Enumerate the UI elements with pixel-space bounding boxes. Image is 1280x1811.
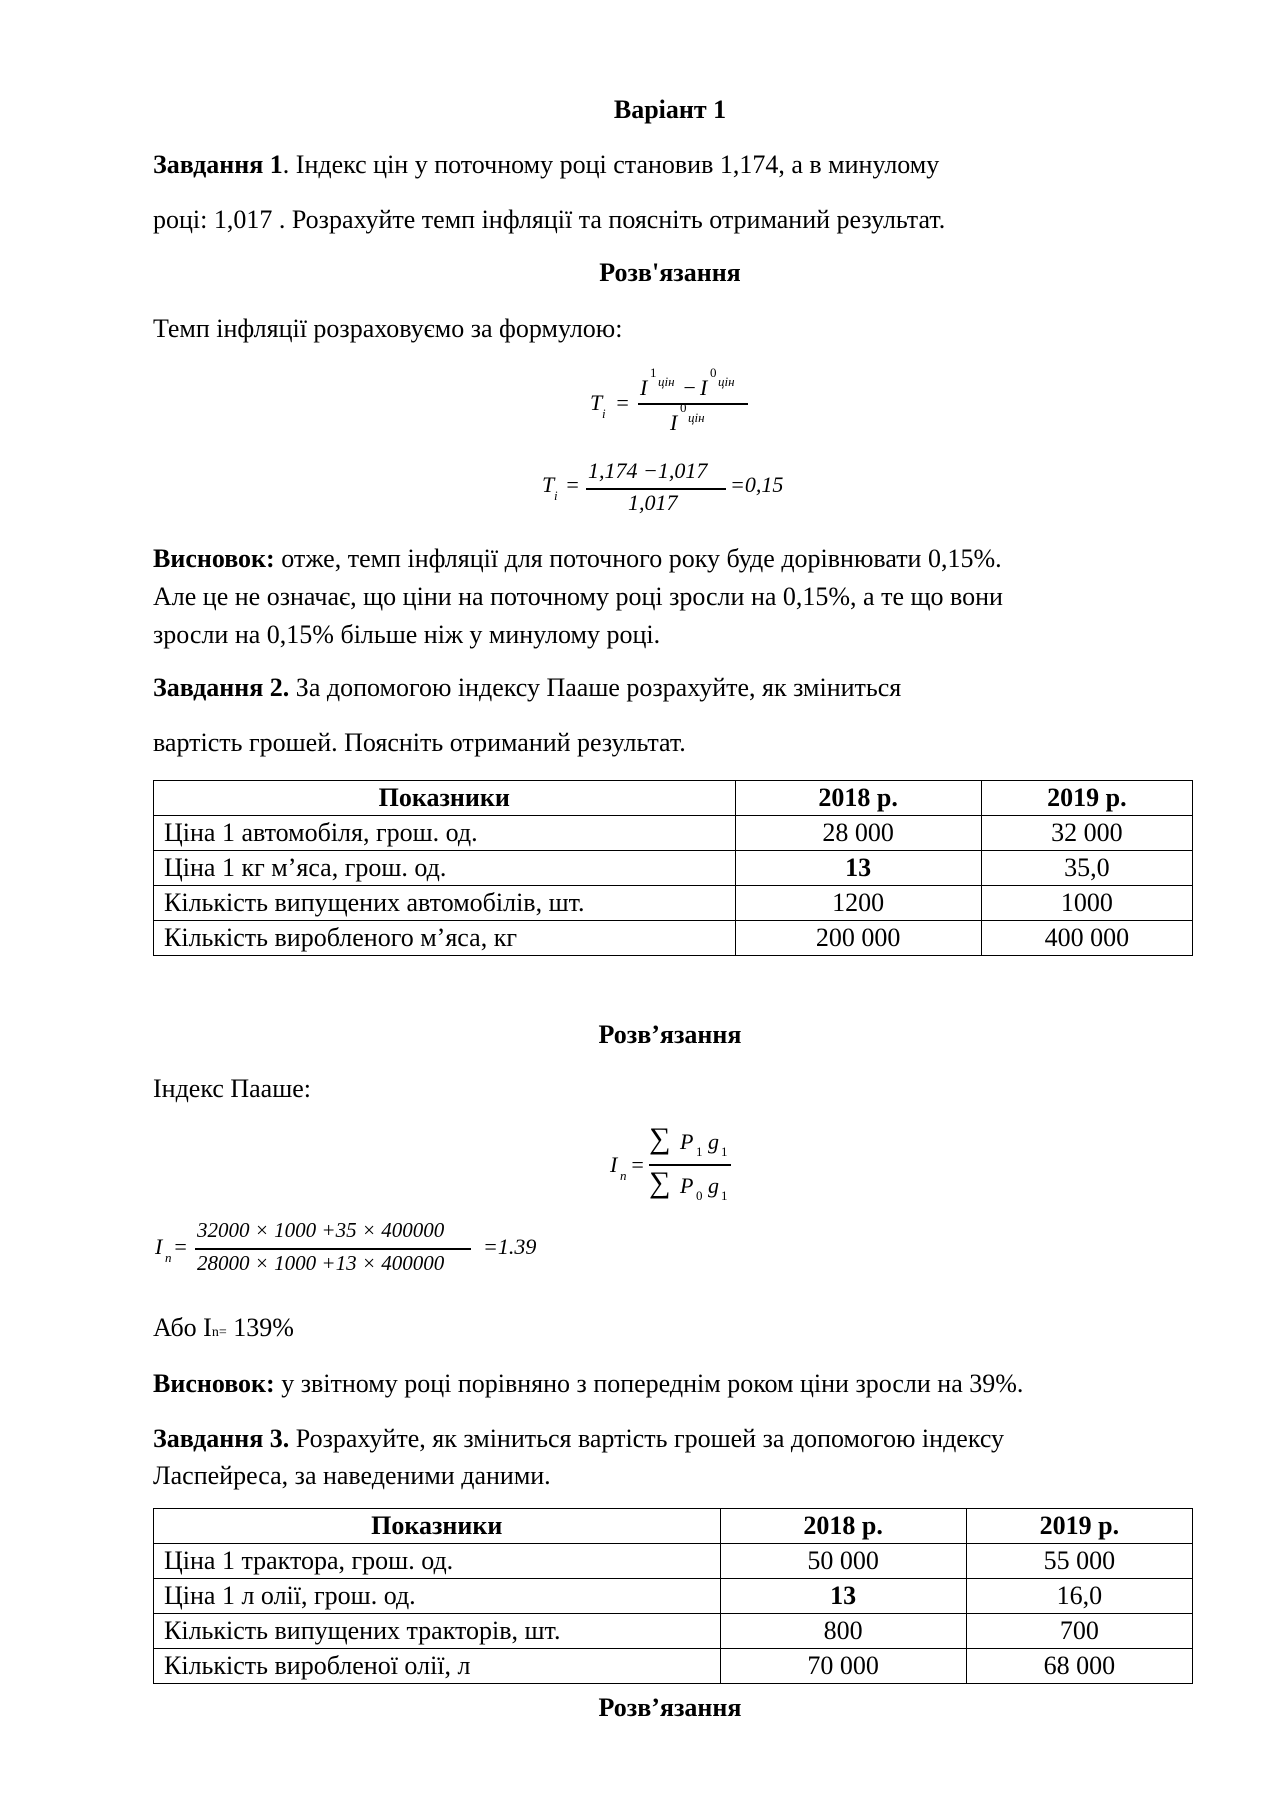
task1-line2: році: 1,017 . Розрахуйте темп інфляції та поясніть отриманий результат. xyxy=(153,205,946,234)
task1-conclusion-3: зросли на 0,15% більше ніж у минулому році. xyxy=(153,620,661,649)
task3-line1: Завдання 3. Розрахуйте, як зміниться вартість грошей за допомогою індексу xyxy=(153,1424,1005,1453)
task3-solution-heading: Розв’язання xyxy=(598,1693,742,1722)
table-row: Кількість випущених автомобілів, шт. 1200 1000 xyxy=(154,886,1193,921)
fraction-bar xyxy=(638,403,748,405)
inflation-formula: T i = I 1 цін − I 0 цін I 0 цін xyxy=(580,360,780,440)
table-row: Кількість виробленої олії, л 70 000 68 000 xyxy=(154,1649,1193,1684)
task2-or-line: Або In= 139% xyxy=(153,1313,294,1342)
task1-label: Завдання 1 xyxy=(153,150,283,179)
task3-line2: Ласпейреса, за наведеними даними. xyxy=(153,1461,551,1490)
task1-line1: Завдання 1. Індекс цін у поточному році становив 1,174, а в минулому xyxy=(153,150,940,179)
table-header-row: Показники 2018 р. 2019 р. xyxy=(154,781,1193,816)
table-row: Ціна 1 трактора, грош. од. 50 000 55 000 xyxy=(154,1544,1193,1579)
table-row: Кількість випущених тракторів, шт. 800 700 xyxy=(154,1614,1193,1649)
table-row: Ціна 1 кг м’яса, грош. од. 13 35,0 xyxy=(154,851,1193,886)
fraction-bar xyxy=(195,1248,471,1250)
table-row: Кількість виробленого м’яса, кг 200 000 400 000 xyxy=(154,921,1193,956)
task1-solution-heading: Розв'язання xyxy=(599,258,741,287)
paasche-formula: I n = ∑ P 1 g 1 ∑ P 0 g 1 xyxy=(605,1122,755,1212)
task2-table xyxy=(153,780,1193,956)
task1-conclusion-2: Але це не означає, що ціни на поточному році зросли на 0,15%, а те що вони xyxy=(153,582,1003,611)
table-row: Ціна 1 л олії, грош. од. 13 16,0 xyxy=(154,1579,1193,1614)
task2-line1: Завдання 2. За допомогою індексу Пааше розрахуйте, як зміниться xyxy=(153,673,902,702)
task3-label: Завдання 3. xyxy=(153,1424,290,1453)
table-row: Ціна 1 автомобіля, грош. од. 28 000 32 000 xyxy=(154,816,1193,851)
task1-conclusion-1: Висновок: отже, темп інфляції для поточного року буде дорівнювати 0,15%. xyxy=(153,544,1002,573)
task2-line2: вартість грошей. Поясніть отриманий результат. xyxy=(153,728,686,757)
table-header-row: Показники 2018 р. 2019 р. xyxy=(154,1509,1193,1544)
task1-intro: Темп інфляції розраховуємо за формулою: xyxy=(153,314,623,343)
task2-label: Завдання 2. xyxy=(153,673,290,702)
paasche-calculation: I n = 32000 × 1000 +35 × 400000 28000 × 1000 +13 × 400000 =1.39 xyxy=(155,1218,537,1275)
inflation-calculation: T i = 1,174 −1,017 1,017 =0,15 xyxy=(542,458,784,515)
task3-table xyxy=(153,1508,1193,1684)
task2-intro: Індекс Пааше: xyxy=(153,1074,312,1103)
variant-title: Варіант 1 xyxy=(613,95,727,124)
task2-conclusion: Висновок: у звітному році порівняно з попереднім роком ціни зросли на 39%. xyxy=(153,1369,1024,1398)
task2-solution-heading: Розв’язання xyxy=(598,1020,742,1049)
